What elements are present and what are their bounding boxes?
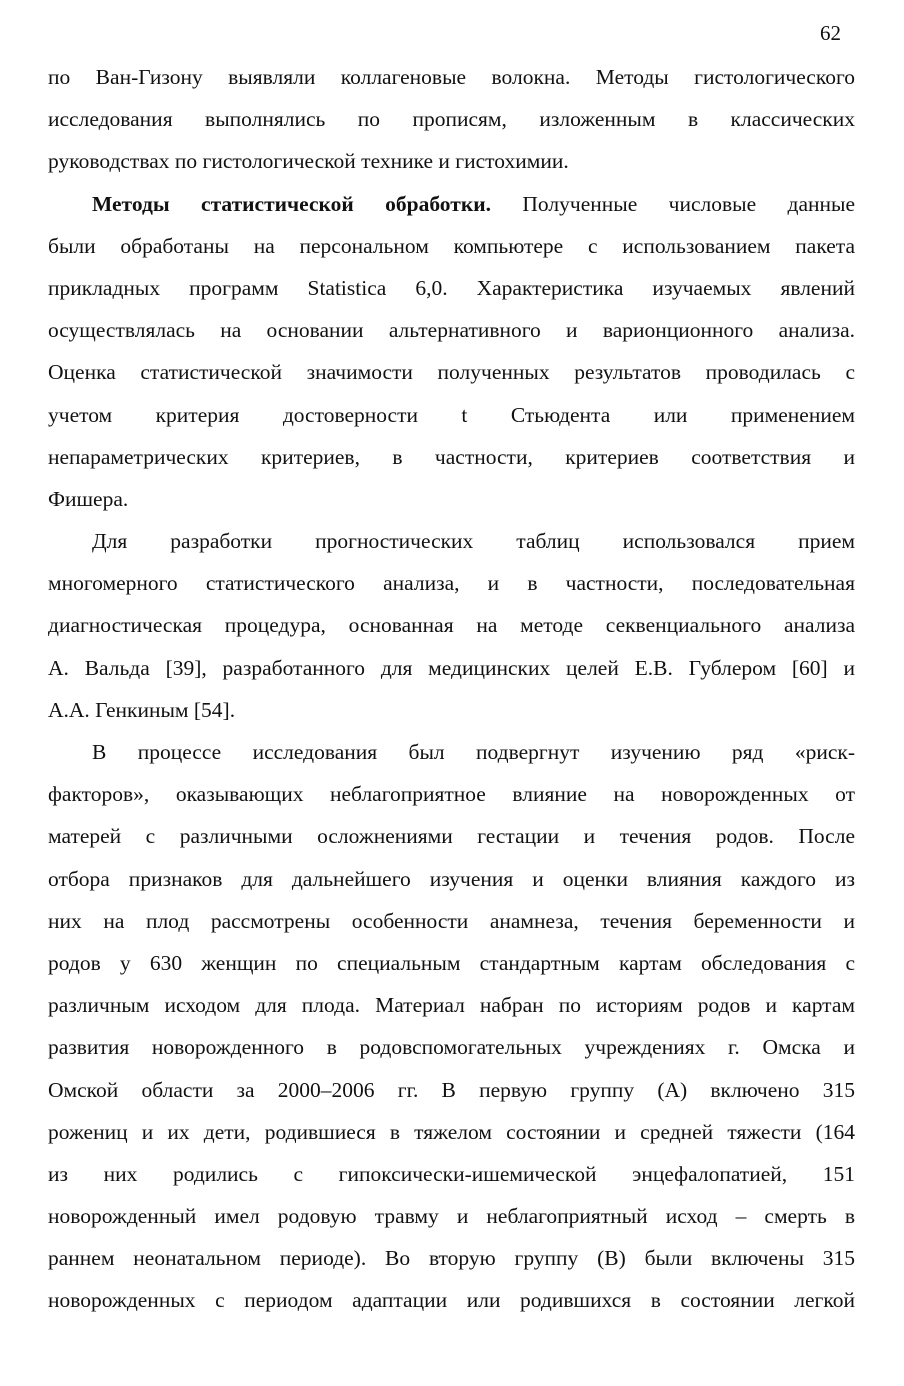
text-line: рожениц и их дети, родившиеся в тяжелом состоянии и средней тяжести (164 (48, 1119, 855, 1144)
text-line: по Ван-Гизону выявляли коллагеновые волокна. Методы гистологического (48, 65, 855, 89)
text-line: матерей с различными осложнениями гестации и течения родов. После (48, 824, 855, 849)
paragraph-3 (48, 520, 855, 731)
text-line: Фишера. (48, 486, 129, 511)
text-line: А. Вальда [39], разработанного для медицинских целей Е.В. Гублером [60] и (48, 655, 855, 680)
text-line: них на плод рассмотрены особенности анамнеза, течения беременности и (48, 908, 855, 933)
text-line: раннем неонатальном периоде). Во вторую группу (В) были включены 315 (48, 1246, 855, 1271)
text-line: непараметрических критериев, в частности, критериев соответствия и (48, 444, 855, 469)
text-line: различным исходом для плода. Материал набран по историям родов и картам (48, 993, 855, 1018)
paragraph-4 (48, 731, 855, 1322)
text-line: из них родились с гипоксически-ишемической энцефалопатией, 151 (48, 1161, 855, 1186)
text-line: факторов», оказывающих неблагоприятное влияние на новорожденных от (48, 782, 855, 807)
text-line: были обработаны на персональном компьютере с использованием пакета (48, 233, 855, 258)
text-line (48, 183, 855, 225)
text-line: Омской области за 2000–2006 гг. В первую группу (А) включено 315 (48, 1077, 855, 1102)
text-line: осуществлялась на основании альтернативного и варионционного анализа. (48, 318, 855, 343)
text-line: Для разработки прогностических таблиц использовался прием (92, 529, 855, 554)
text-line: учетом критерия достоверности t Стьюдента или применением (48, 402, 855, 427)
text-line: В процессе исследования был подвергнут изучению ряд «риск- (92, 740, 855, 764)
paragraph-2 (48, 183, 855, 521)
paragraph-1 (48, 56, 855, 183)
section-heading: Методы статистической обработки. (92, 191, 491, 216)
page-number: 62 (820, 21, 841, 45)
text-line: многомерного статистического анализа, и в частности, последовательная (48, 571, 855, 596)
text-line: прикладных программ Statistica 6,0. Характеристика изучаемых явлений (48, 275, 855, 300)
text-line: новорожденных с периодом адаптации или родившихся в состоянии легкой (48, 1288, 855, 1313)
text-line-tail: Полученные числовые данные (522, 191, 855, 216)
text-line: Оценка статистической значимости полученных результатов проводилась с (48, 360, 855, 385)
text-line: исследования выполнялись по прописям, изложенным в классических (48, 107, 855, 132)
text-line: развития новорожденного в родовспомогательных учреждениях г. Омска и (48, 1035, 855, 1060)
text-line: А.А. Генкиным [54]. (48, 697, 236, 722)
text-line: отбора признаков для дальнейшего изучения и оценки влияния каждого из (48, 866, 855, 891)
text-line: родов у 630 женщин по специальным стандартным картам обследования с (48, 950, 855, 975)
text-line: диагностическая процедура, основанная на методе секвенциального анализа (48, 613, 855, 638)
body-text (48, 56, 855, 1322)
text-line: руководствах по гистологической технике и гистохимии. (48, 149, 569, 174)
text-line: новорожденный имел родовую травму и неблагоприятный исход – смерть в (48, 1204, 855, 1229)
